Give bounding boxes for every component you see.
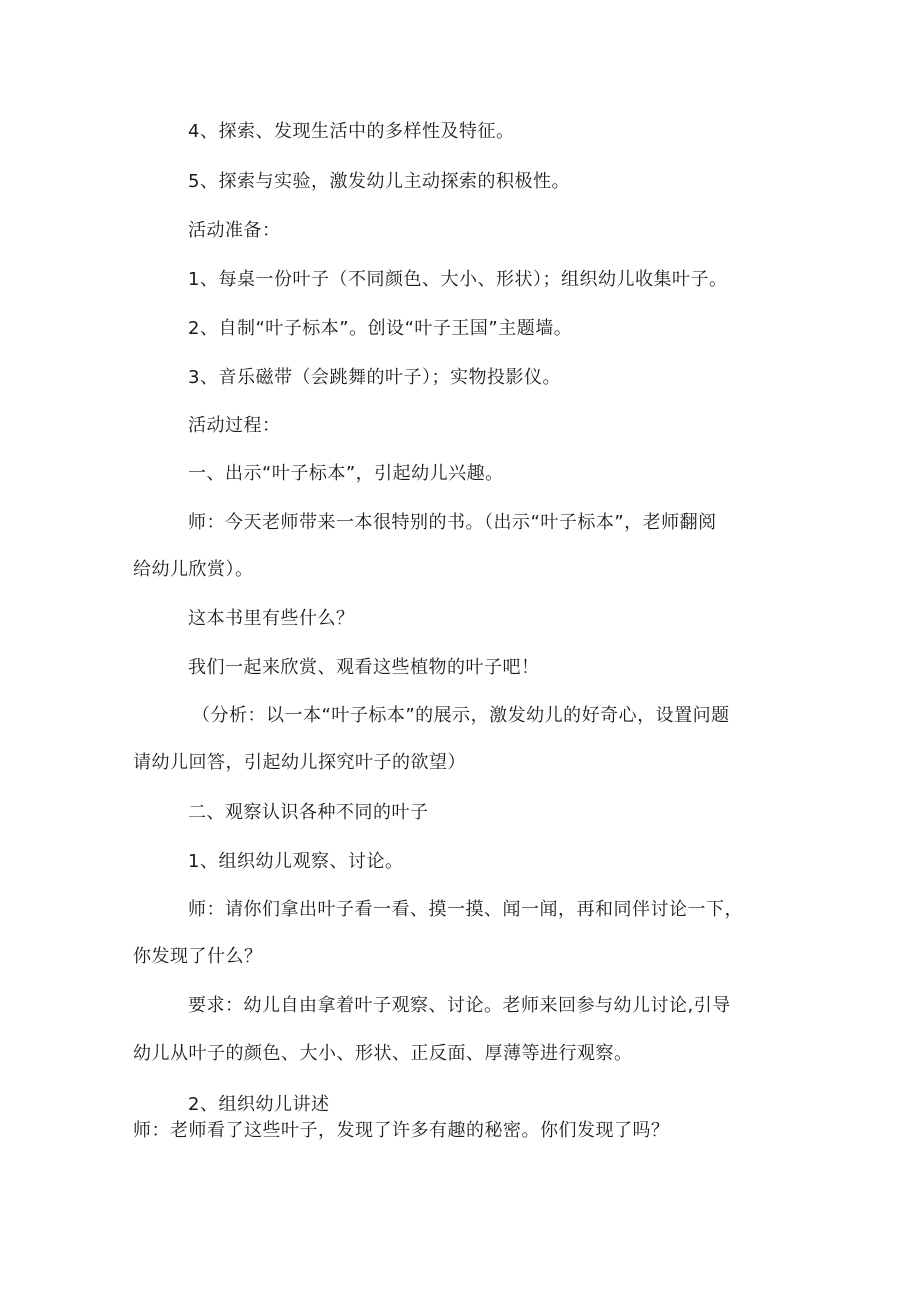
preparation-2: 2、自制“叶子标本”。创设“叶子王国”主题墙。: [188, 318, 573, 339]
substep-1: 1、组织幼儿观察、讨论。: [188, 851, 404, 872]
paragraph-teacher-observe-cont: 你发现了什么？: [133, 946, 263, 967]
paragraph-requirement: 要求：幼儿自由拿着叶子观察、讨论。老师来回参与幼儿讨论,引导: [188, 995, 731, 1016]
paragraph-teacher-intro-cont: 给幼儿欣赏）。: [133, 559, 254, 580]
substep-2: 2、组织幼儿讲述: [188, 1094, 330, 1115]
paragraph-teacher-intro: 师：今天老师带来一本很特别的书。（出示“叶子标本”，老师翻阅: [188, 512, 717, 533]
paragraph-teacher-observe: 师：请你们拿出叶子看一看、摸一摸、闻一闻，再和同伴讨论一下，: [188, 899, 743, 920]
paragraph-requirement-cont: 幼儿从叶子的颜色、大小、形状、正反面、厚薄等进行观察。: [133, 1043, 633, 1064]
step-two-heading: 二、观察认识各种不同的叶子: [188, 802, 429, 823]
heading-preparation: 活动准备：: [188, 220, 281, 241]
paragraph-analysis-cont: 请幼儿回答，引起幼儿探究叶子的欲望）: [133, 752, 466, 773]
paragraph-teacher-secret: 师：老师看了这些叶子，发现了许多有趣的秘密。你们发现了吗？: [133, 1120, 670, 1141]
paragraph-question: 这本书里有些什么？: [188, 608, 355, 629]
heading-process: 活动过程：: [188, 415, 281, 436]
preparation-3: 3、音乐磁带（会跳舞的叶子）；实物投影仪。: [188, 367, 561, 388]
paragraph-analysis: （分析：以一本“叶子标本”的展示，激发幼儿的好奇心，设置问题: [192, 705, 730, 726]
preparation-1: 1、每桌一份叶子（不同颜色、大小、形状）；组织幼儿收集叶子。: [188, 269, 728, 290]
step-one-heading: 一、出示“叶子标本”，引起幼儿兴趣。: [188, 463, 504, 484]
objective-4: 4、探索、发现生活中的多样性及特征。: [188, 121, 515, 142]
paragraph-invite: 我们一起来欣赏、观看这些植物的叶子吧！: [188, 657, 540, 678]
objective-5: 5、探索与实验，激发幼儿主动探索的积极性。: [188, 171, 570, 192]
